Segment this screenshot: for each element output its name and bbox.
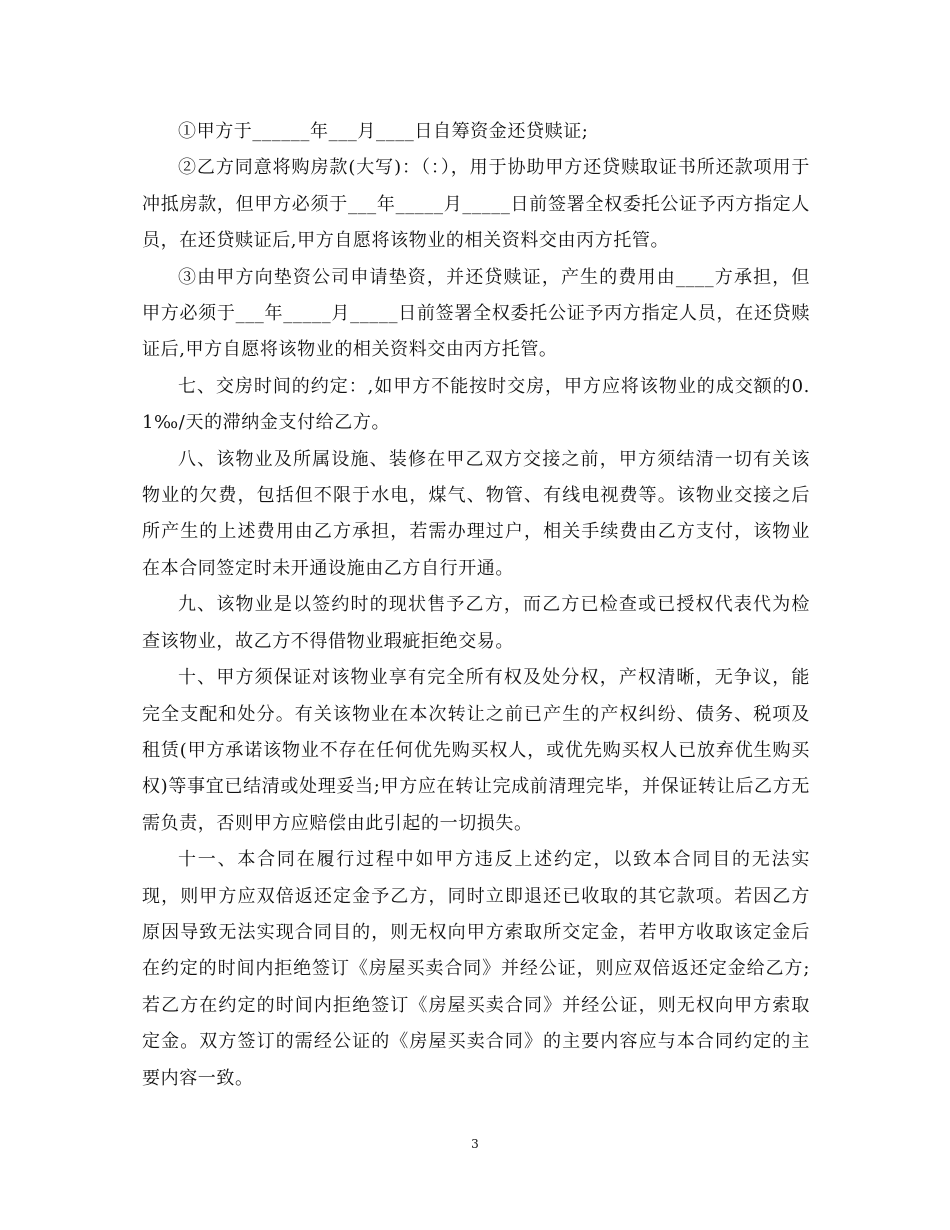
paragraph-1: ①甲方于______年___月____日自筹资金还贷赎证; [178, 121, 589, 142]
paragraph-7: 十、甲方须保证对该物业享有完全所有权及处分权，产权清晰，无争议，能完全支配和处分。有关该物业在本次转让之前已产生的产权纠纷、债务、税项及租赁(甲方承诺该物业不存在任何优先购买权人，或优先购买权人已放弃优生购买权)等事宜已结清或处理妥当;甲方应在转让完成前清理完毕，并保证转让后乙方无需负责，否则甲方应赔偿由此引起的一切损失。 [142, 667, 810, 834]
document-body [142, 114, 810, 1097]
page-number: 3 [471, 1137, 479, 1151]
paragraph-3: ③由甲方向垫资公司申请垫资，并还贷赎证，产生的费用由____方承担，但甲方必须于___年_____月_____日前签署全权委托公证予丙方指定人员，在还贷赎证后,甲方自愿将该物业的相关资料交由丙方托管。 [142, 266, 810, 361]
paragraph-4: 七、交房时间的约定：,如甲方不能按时交房，甲方应将该物业的成交额的0.1‰/天的滞纳金支付给乙方。 [142, 375, 810, 434]
paragraph-6: 九、该物业是以签约时的现状售予乙方，而乙方已检查或已授权代表代为检查该物业，故乙方不得借物业瑕疵拒绝交易。 [142, 594, 810, 652]
paragraph-2: ②乙方同意将购房款(大写)：（：），用于协助甲方还贷赎取证书所还款项用于冲抵房款，但甲方必须于___年_____月_____日前签署全权委托公证予丙方指定人员，在还贷赎证后,甲方自愿将该物业的相关资料交由丙方托管。 [142, 157, 810, 252]
paragraph-8: 十一、本合同在履行过程中如甲方违反上述约定，以致本合同目的无法实现，则甲方应双倍返还定金予乙方，同时立即退还已收取的其它款项。若因乙方原因导致无法实现合同目的，则无权向甲方索取所交定金，若甲方收取该定金后在约定的时间内拒绝签订《房屋买卖合同》并经公证，则应双倍返还定金给乙方;若乙方在约定的时间内拒绝签订《房屋买卖合同》并经公证，则无权向甲方索取定金。双方签订的需经公证的《房屋买卖合同》的主要内容应与本合同约定的主要内容一致。 [142, 849, 810, 1089]
paragraph-5: 八、该物业及所属设施、装修在甲乙双方交接之前，甲方须结清一切有关该物业的欠费，包括但不限于水电，煤气、物管、有线电视费等。该物业交接之后所产生的上述费用由乙方承担，若需办理过户，相关手续费由乙方支付，该物业在本合同签定时未开通设施由乙方自行开通。 [142, 448, 810, 579]
